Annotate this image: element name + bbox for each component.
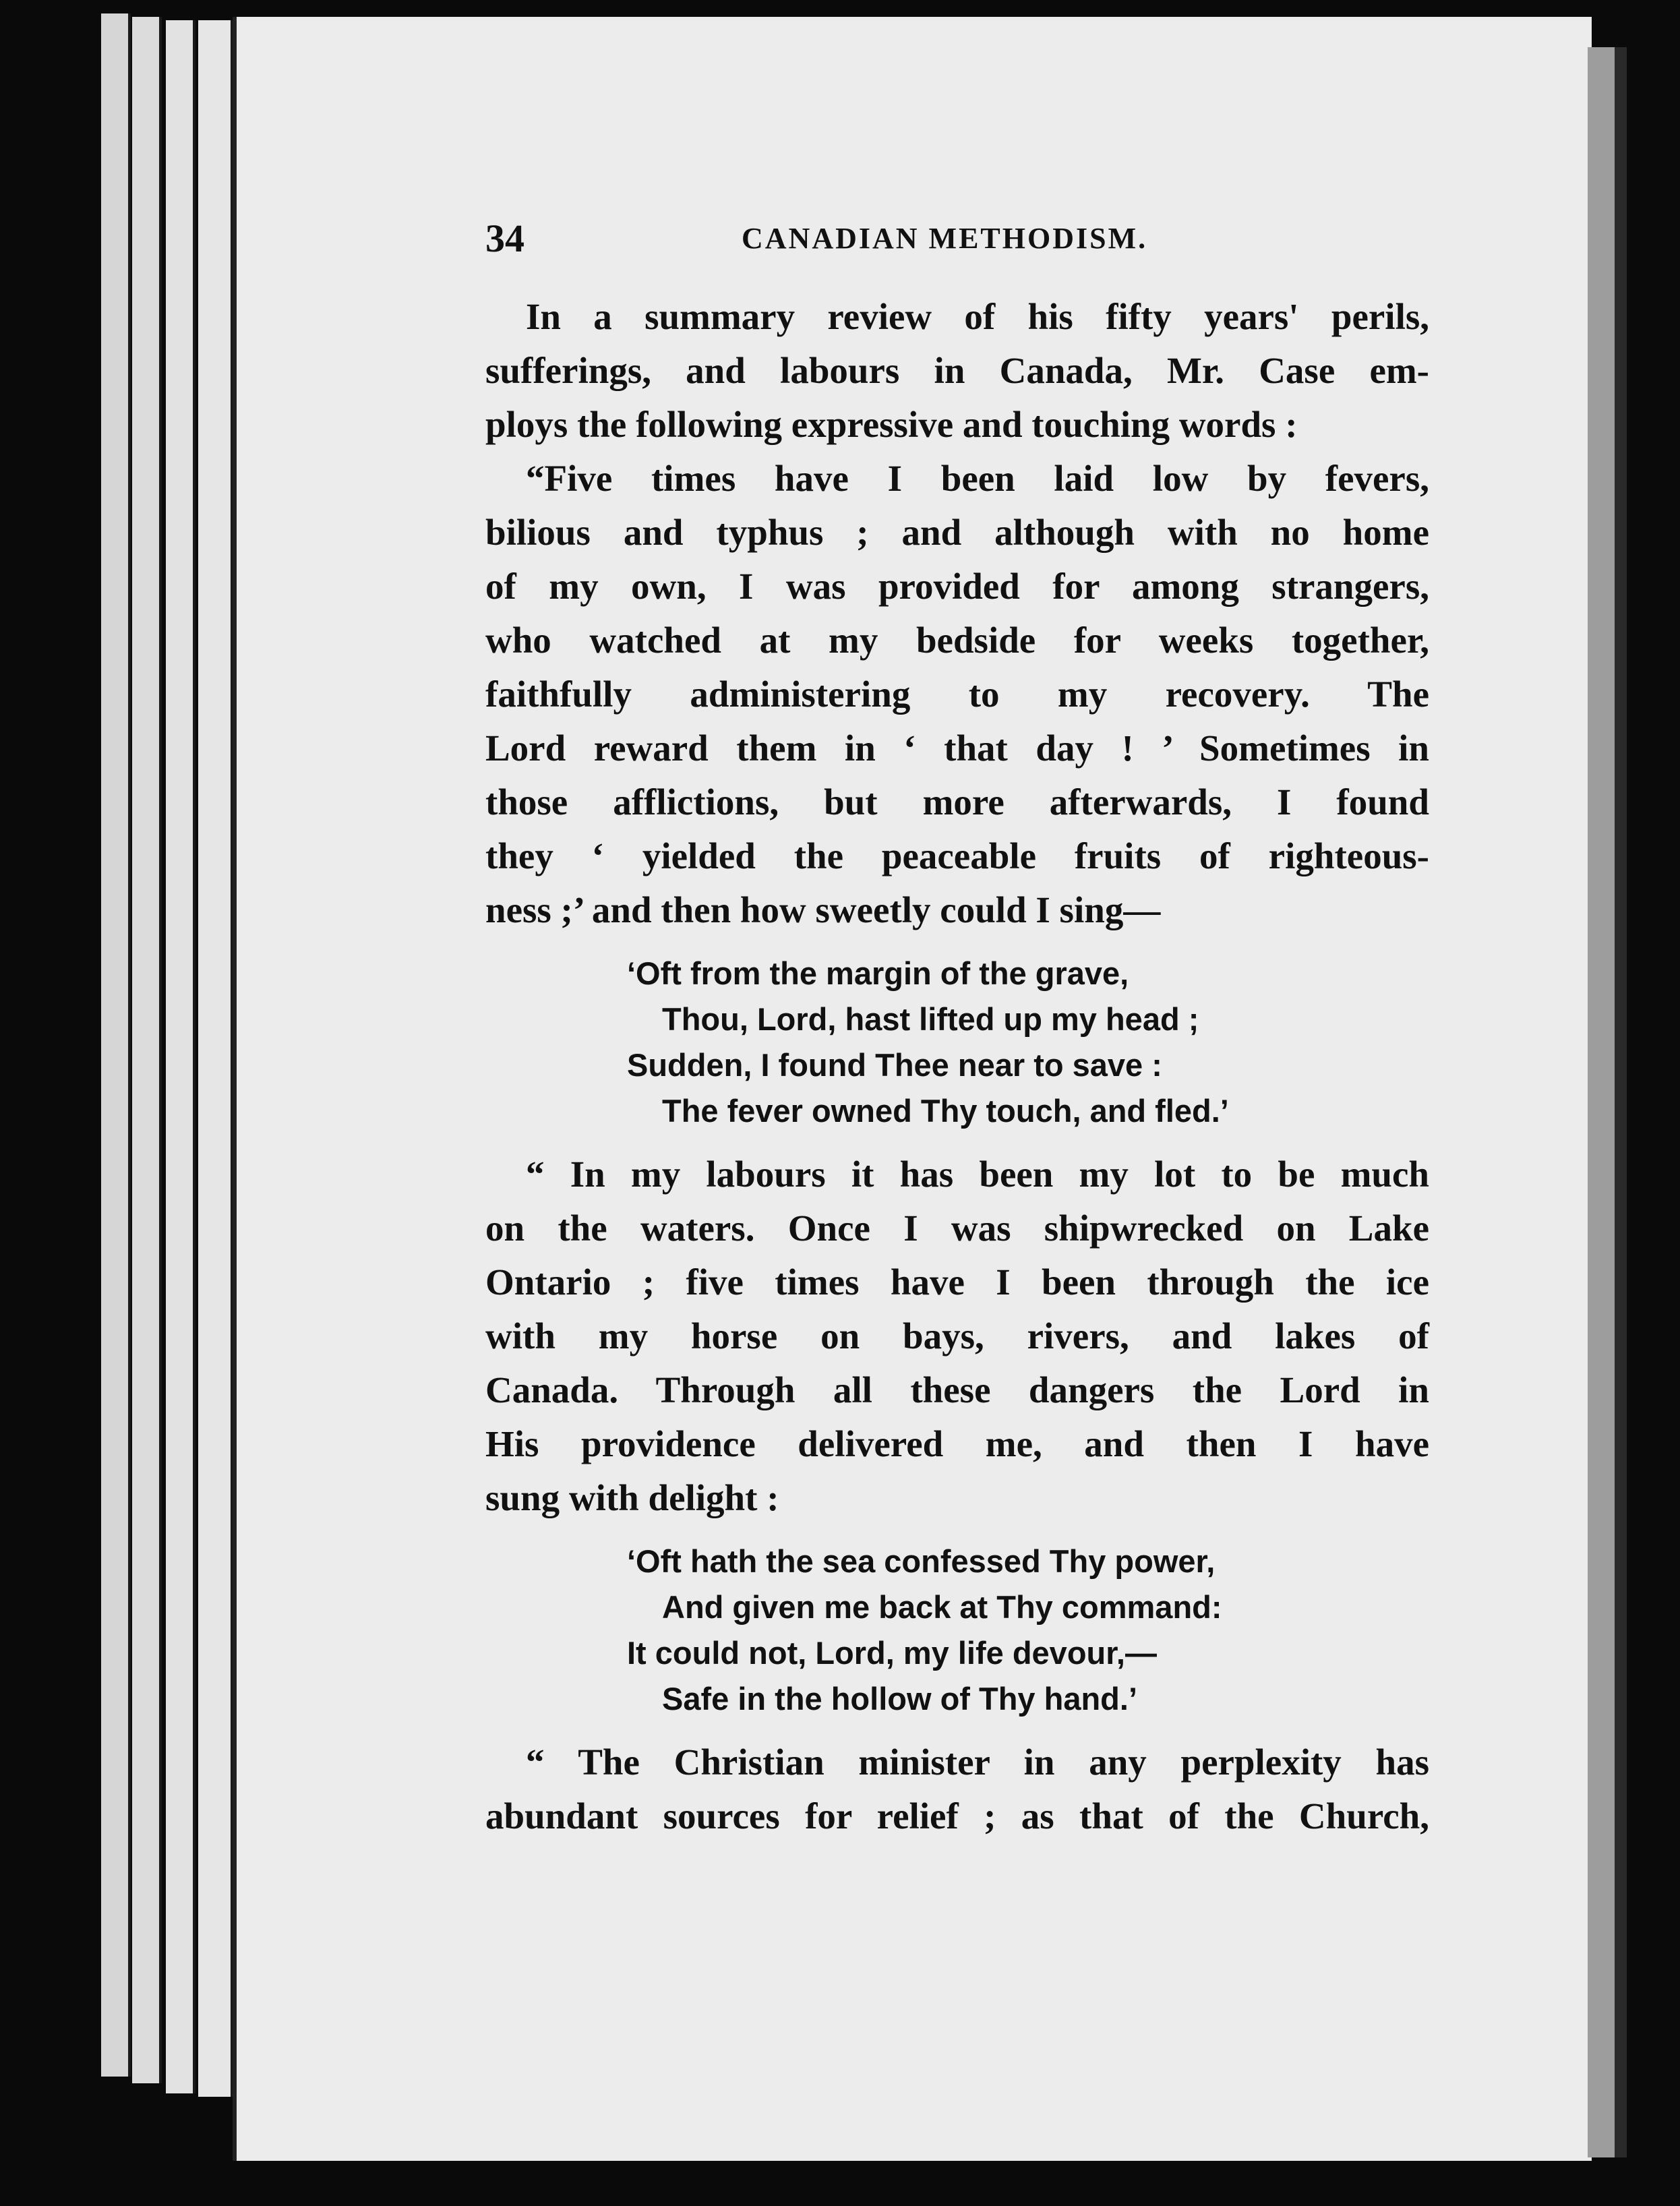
text-line: who watched at my bedside for weeks together, <box>485 620 1429 661</box>
text-line: “Five times have I been laid low by fevers, <box>526 458 1429 499</box>
text-line: abundant sources for relief ; as that of the Church, <box>485 1795 1429 1837</box>
text-line: of my own, I was provided for among strangers, <box>485 566 1429 607</box>
verse-line: Thou, Lord, hast lifted up my head ; <box>662 1001 1199 1037</box>
text-line: ploys the following expressive and touching words : <box>485 404 1298 445</box>
paragraph-fevers <box>485 452 1429 937</box>
running-head <box>485 216 1429 263</box>
verse-line: Sudden, I found Thee near to save : <box>627 1047 1162 1083</box>
page-edge <box>198 20 233 2097</box>
page-edge <box>132 17 162 2083</box>
text-line: sung with delight : <box>485 1477 779 1518</box>
text-line: on the waters. Once I was shipwrecked on Lake <box>485 1208 1429 1249</box>
running-title: CANADIAN METHODISM. <box>742 222 1148 255</box>
text-line: Ontario ; five times have I been through the ice <box>485 1261 1429 1303</box>
verse-line: And given me back at Thy command: <box>662 1589 1222 1625</box>
text-line: sufferings, and labours in Canada, Mr. Case em- <box>485 350 1429 391</box>
verse-grave <box>627 951 1429 1134</box>
text-line: they ‘ yielded the peaceable fruits of righteous- <box>485 835 1429 876</box>
verse-line: The fever owned Thy touch, and fled.’ <box>662 1093 1229 1129</box>
text-line: ness ;’ and then how sweetly could I sing— <box>485 889 1161 930</box>
gutter-shadow <box>1615 47 1627 2157</box>
text-line: Canada. Through all these dangers the Lord in <box>485 1369 1429 1410</box>
text-line: Lord reward them in ‘ that day ! ’ Sometimes in <box>485 727 1429 769</box>
text-line: “ The Christian minister in any perplexity has <box>526 1741 1429 1783</box>
paragraph-waters <box>485 1147 1429 1525</box>
page-number: 34 <box>485 216 524 260</box>
page-edge <box>166 20 196 2093</box>
text-line: with my horse on bays, rivers, and lakes of <box>485 1315 1429 1357</box>
text-line: those afflictions, but more afterwards, I found <box>485 781 1429 823</box>
verse-line: It could not, Lord, my life devour,— <box>627 1635 1157 1671</box>
text-line: bilious and typhus ; and although with no home <box>485 512 1429 553</box>
verse-line: ‘Oft hath the sea confessed Thy power, <box>627 1543 1216 1579</box>
verse-line: Safe in the hollow of Thy hand.’ <box>662 1681 1137 1717</box>
text-line: “ In my labours it has been my lot to be much <box>526 1154 1429 1195</box>
text-line: faithfully administering to my recovery. The <box>485 674 1429 715</box>
paragraph-minister <box>485 1735 1429 1843</box>
text-line: In a summary review of his fifty years' perils, <box>526 296 1429 337</box>
page-edge <box>101 13 131 2077</box>
text-line: His providence delivered me, and then I have <box>485 1423 1429 1464</box>
verse-line: ‘Oft from the margin of the grave, <box>627 955 1129 991</box>
page-content <box>485 216 1429 1843</box>
verse-sea <box>627 1539 1429 1722</box>
paragraph-intro <box>485 290 1429 452</box>
